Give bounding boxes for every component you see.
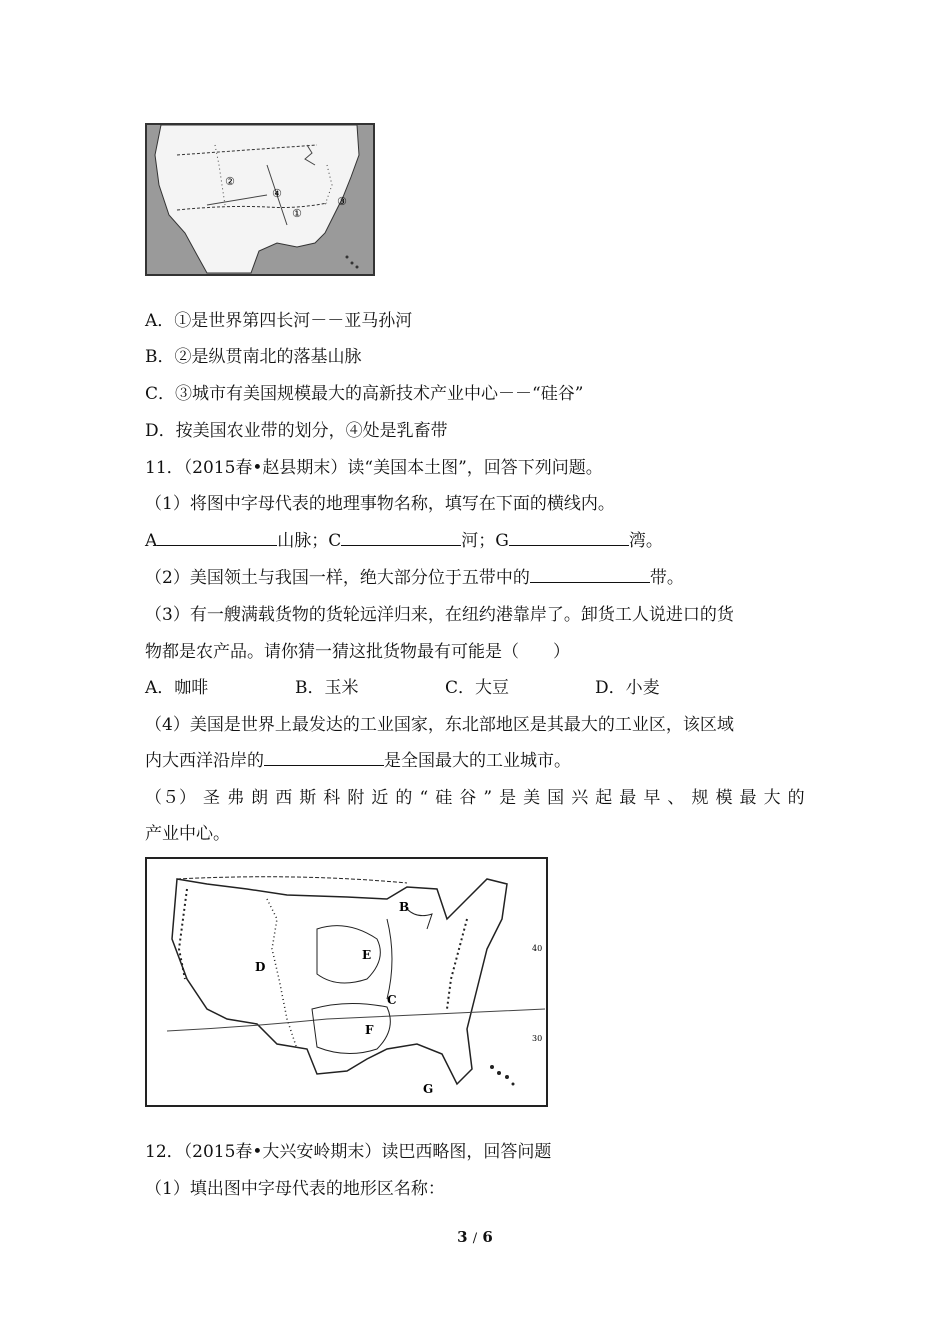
q10-option-c: C．③城市有美国规模最大的高新技术产业中心－－“硅谷”: [145, 384, 584, 404]
q11-part5-char: ”: [483, 788, 493, 808]
page-current: 3: [457, 1228, 468, 1246]
q10-option-a: A．①是世界第四长河－－亚马孙河: [145, 311, 413, 331]
q11-blank-a[interactable]: [157, 529, 277, 546]
q11-part4-line1: （4）美国是世界上最发达的工业国家，东北部地区是其最大的工业区，该区域: [145, 715, 734, 735]
q11-title: 11．（2015春•赵县期末）读“美国本土图”，回答下列问题。: [145, 458, 603, 478]
page-separator: /: [472, 1231, 478, 1246]
q11-part2-suffix: 带。: [649, 568, 684, 588]
q11-option-b: B．玉米: [295, 678, 359, 698]
q11-fill-g-suffix: 湾。: [628, 531, 663, 551]
q11-part5-char: 兴: [571, 788, 589, 808]
q11-part5-char: 斯: [299, 788, 317, 808]
q11-part5-char: （５）: [145, 788, 196, 808]
page-total: 6: [482, 1228, 493, 1246]
q11-part5-char: 国: [547, 788, 565, 808]
q10-option-d: D．按美国农业带的划分，④处是乳畜带: [145, 421, 448, 441]
q11-blank-zone[interactable]: [530, 566, 650, 583]
q12-title: 12．（2015春•大兴安岭期末）读巴西略图，回答问题: [145, 1142, 552, 1162]
usa-map-label-g: G: [423, 1082, 434, 1096]
q11-part5-char: 最: [619, 788, 637, 808]
q11-part5-char: 是: [499, 788, 517, 808]
q11-option-c: C．大豆: [445, 678, 510, 698]
q11-part5-char: 起: [595, 788, 613, 808]
q11-part5-char: 西: [275, 788, 293, 808]
usa-map-label-d: D: [255, 960, 266, 974]
q11-part5-char: 大: [763, 788, 781, 808]
q11-part5-char: 早: [643, 788, 661, 808]
usa-map-label-e: E: [362, 948, 372, 962]
q11-part5-char: 科: [323, 788, 341, 808]
map1-label-1: ①: [292, 207, 302, 220]
q11-part5-char: 模: [715, 788, 733, 808]
map1-label-3: ③: [337, 195, 347, 208]
q11-part2-text: （2）美国领土与我国一样，绝大部分位于五带中的: [145, 568, 530, 588]
q11-part5-char: 圣: [203, 788, 221, 808]
q11-part5-line2: 产业中心。: [145, 824, 230, 844]
usa-map-label-c: C: [387, 993, 397, 1007]
q11-fill-a-suffix: 山脉；C: [277, 531, 342, 551]
map1-label-2: ②: [225, 175, 235, 188]
usa-map-lat-30: 30: [532, 1034, 543, 1043]
q11-part5-char: 最: [739, 788, 757, 808]
q11-option-a: A．咖啡: [145, 678, 209, 698]
q11-blank-g[interactable]: [509, 529, 629, 546]
q11-part5-char: 附: [347, 788, 365, 808]
q11-blank-city[interactable]: [264, 749, 384, 766]
q11-part4-line2: [145, 749, 571, 773]
q11-part4-suffix: 是全国最大的工业城市。: [384, 751, 571, 771]
q11-part5-char: 硅: [435, 788, 453, 808]
q11-option-d: D．小麦: [595, 678, 660, 698]
usa-map-label-f: F: [365, 1023, 374, 1037]
page-number: [0, 1228, 950, 1246]
q11-part1: （1）将图中字母代表的地理事物名称，填写在下面的横线内。: [145, 494, 615, 514]
q11-part3-options: [145, 676, 745, 700]
q11-blank-c[interactable]: [341, 529, 461, 546]
north-america-map: [145, 123, 375, 276]
q11-part5-char: 、: [667, 788, 685, 808]
north-america-map-drawing: [147, 125, 373, 274]
q11-part5-char: 近: [371, 788, 389, 808]
q11-part5-char: 谷: [459, 788, 477, 808]
q11-part2: [145, 566, 684, 590]
usa-map-drawing: [147, 859, 546, 1105]
q11-part1-fill: [145, 529, 663, 553]
usa-map-lat-40: 40: [532, 944, 543, 953]
q11-part4-prefix: 内大西洋沿岸的: [145, 751, 264, 771]
q11-part5-char: 美: [523, 788, 541, 808]
usa-map: [145, 857, 548, 1107]
q11-part5-char: 的: [787, 788, 805, 808]
map1-label-4: ④: [272, 187, 282, 200]
q11-fill-c-suffix: 河；G: [461, 531, 509, 551]
q12-part1: （1）填出图中字母代表的地形区名称：: [145, 1179, 445, 1199]
q11-part5-char: 的: [395, 788, 413, 808]
q11-part5-line1: [145, 786, 805, 810]
q11-part5-char: 规: [691, 788, 709, 808]
q11-part3-line1: （3）有一艘满载货物的货轮远洋归来，在纽约港靠岸了。卸货工人说进口的货: [145, 605, 734, 625]
q11-part3-line2: 物都是农产品。请你猜一猜这批货物最有可能是（ ）: [145, 642, 570, 662]
q11-part5-char: 弗: [227, 788, 245, 808]
usa-map-label-b: B: [399, 900, 410, 914]
q11-part5-char: 朗: [251, 788, 269, 808]
q10-option-b: B．②是纵贯南北的落基山脉: [145, 347, 362, 367]
q11-part5-char: “: [419, 788, 429, 808]
q11-fill-a-label: A: [145, 531, 158, 551]
